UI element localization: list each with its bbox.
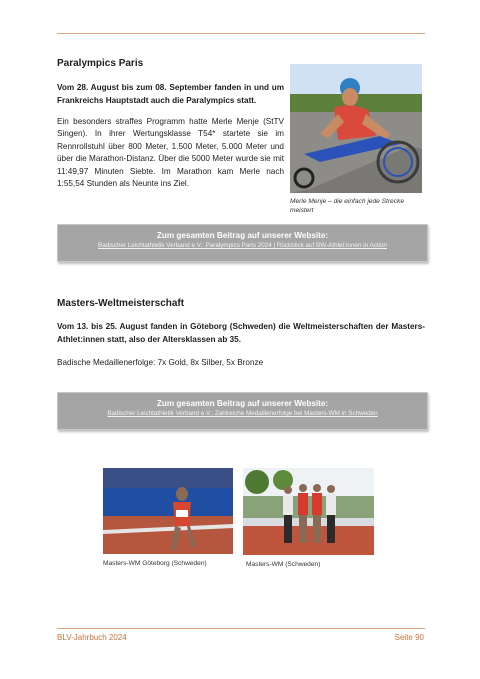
merle-menje-caption: Merle Menje – die einfach jede Strecke meistert [290, 198, 404, 214]
masters-team-caption: Masters-WM (Schweden) [246, 561, 321, 568]
masters-team-photo [243, 468, 374, 555]
masters-banner [57, 392, 428, 430]
masters-medals: Badische Medaillenerfolge: 7x Gold, 8x Silber, 5x Bronze [57, 358, 264, 367]
paralympics-body: Ein besonders straffes Programm hatte Merle Menje (StTV Singen). In ihrer Wertungsklasse T54* startete sie im Rennrollstuhl über 800 Meter, 1.500 Meter, 5.000 Meter und über die Marathon-Distanz. Über die 5000 Meter wurde sie mit 11:49,97 Minuten Siebte. Im Marathon kam Merle nach 1:55,54 Stunden als Neunte ins Ziel. [57, 117, 284, 189]
paralympics-banner [57, 224, 428, 262]
footer-title: BLV-Jahrbuch 2024 [57, 633, 127, 642]
merle-menje-photo [290, 64, 422, 193]
masters-lead: Vom 13. bis 25. August fanden in Göteborg (Schweden) die Weltmeisterschaften der Masters-Athlet:innen statt, also der Altersklassen ab 35. [57, 322, 425, 344]
paralympics-heading: Paralympics Paris [57, 58, 144, 69]
page-number: Seite 90 [394, 633, 424, 642]
masters-heading: Masters-Weltmeisterschaft [57, 298, 185, 309]
paralympics-banner-title: Zum gesamten Beitrag auf unserer Website: [156, 231, 329, 240]
footer-rule [57, 628, 425, 629]
paralympics-banner-link[interactable]: Badischer Leichtathletik Verband e.V.: Paralympics Paris 2024 | Rückblick auf BW-Athlet:innen in Action [98, 242, 387, 249]
masters-goteborg-caption: Masters-WM Göteborg (Schweden) [103, 560, 207, 567]
masters-goteborg-photo [103, 468, 233, 554]
masters-banner-title: Zum gesamten Beitrag auf unserer Website: [156, 399, 329, 408]
masters-banner-link[interactable]: Badischer Leichtathletik Verband e.V.: Zahlreiche Medaillenerfolge bei Masters-WM in Schweden [107, 410, 378, 417]
top-rule [57, 33, 425, 34]
paralympics-lead: Vom 28. August bis zum 08. September fanden in und um Frankreichs Hauptstadt auch die Paralympics statt. [57, 83, 284, 105]
